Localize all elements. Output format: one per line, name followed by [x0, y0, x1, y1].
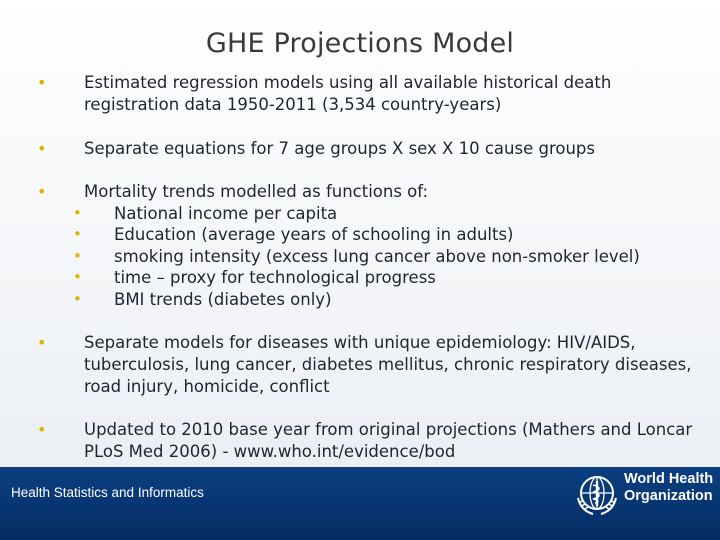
sub-bullet-text: National income per capita [114, 204, 338, 223]
bullet-marker: • [37, 73, 47, 92]
bullet-item [0, 419, 720, 463]
sub-bullet-text: Education (average years of schooling in adults) [114, 225, 514, 244]
bullet-text: Separate equations for 7 age groups X sex X 10 cause groups [84, 139, 595, 158]
footer-label: Health Statistics and Informatics [11, 485, 204, 500]
org-name-line-1: World Health [624, 471, 714, 487]
bullet-text: Mortality trends modelled as functions of: [84, 182, 429, 201]
org-name [624, 471, 713, 505]
bullet-item [0, 332, 720, 398]
bullet-item [0, 72, 720, 116]
bullet-item [0, 138, 720, 160]
sub-bullet-item [0, 289, 720, 311]
bullet-text: Estimated regression models using all available historical death registration data 1950-2011 (3,534 country-years) [84, 73, 612, 114]
bullet-text: Separate models for diseases with unique epidemiology: HIV/AIDS, tuberculosis, lung cancer, diabetes mellitus, chronic respiratory diseases, road injury, homicide, conflict [84, 333, 692, 396]
footer-bar [0, 467, 720, 540]
slide-title: GHE Projections Model [205, 28, 515, 59]
sub-bullet-text: BMI trends (diabetes only) [114, 290, 332, 309]
sub-bullet-marker: • [73, 247, 82, 265]
bullet-text: Updated to 2010 base year from original projections (Mathers and Loncar PLoS Med 2006) - www.who.int/evidence/bod [84, 420, 693, 461]
sub-bullet-item [0, 224, 720, 246]
bullet-marker: • [37, 420, 47, 439]
sub-bullet-text: smoking intensity (excess lung cancer above non-smoker level) [114, 247, 640, 266]
sub-bullet-marker: • [73, 290, 82, 308]
bullet-marker: • [37, 182, 47, 201]
sub-bullet-item [0, 246, 720, 268]
sub-bullet-marker: • [73, 268, 82, 286]
sub-bullet-item [0, 267, 720, 289]
org-name-line-2: Organization [624, 488, 713, 504]
sub-bullet-text: time – proxy for technological progress [114, 268, 436, 287]
who-emblem-icon [574, 472, 620, 518]
bullet-item [0, 181, 720, 203]
sub-bullet-marker: • [73, 225, 82, 243]
sub-bullet-item [0, 203, 720, 225]
bullet-marker: • [37, 139, 47, 158]
sub-bullet-marker: • [73, 204, 82, 222]
bullet-marker: • [37, 333, 47, 352]
